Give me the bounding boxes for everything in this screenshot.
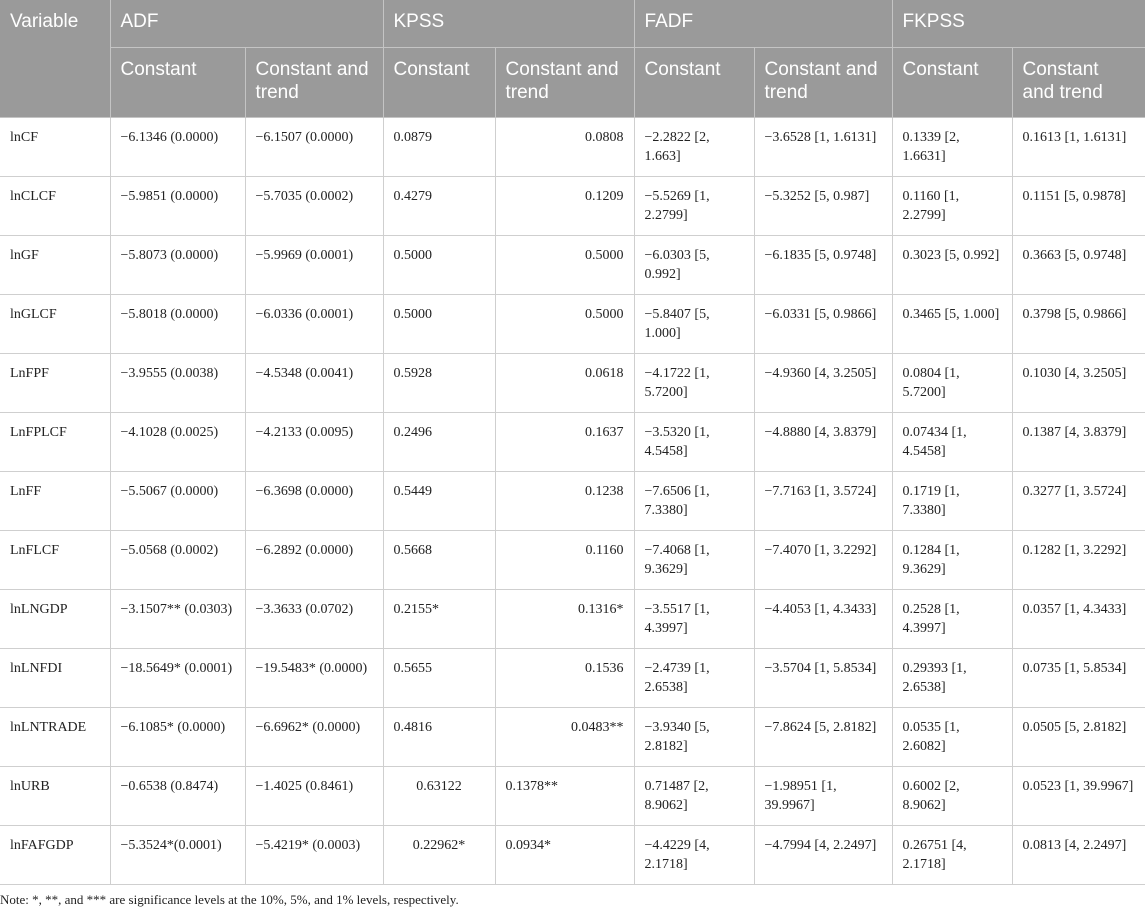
- fadf-constant-cell: −6.0303 [5, 0.992]: [634, 236, 754, 295]
- fadf-constant-trend-cell: −7.7163 [1, 3.5724]: [754, 472, 892, 531]
- fkpss-constant-trend-cell: 0.1613 [1, 1.6131]: [1012, 118, 1145, 177]
- variable-cell: lnGLCF: [0, 295, 110, 354]
- adf-constant-cell: −5.0568 (0.0002): [110, 531, 245, 590]
- fkpss-constant-trend-cell: 0.1387 [4, 3.8379]: [1012, 413, 1145, 472]
- fadf-constant-cell: −3.9340 [5, 2.8182]: [634, 708, 754, 767]
- fadf-constant-trend-cell: −1.98951 [1, 39.9967]: [754, 767, 892, 826]
- kpss-header: KPSS: [383, 0, 634, 48]
- kpss-constant-trend-cell: 0.5000: [495, 295, 634, 354]
- fkpss-constant-trend-cell: 0.0813 [4, 2.2497]: [1012, 826, 1145, 885]
- adf-constant-trend-cell: −19.5483* (0.0000): [245, 649, 383, 708]
- fkpss-constant-trend-cell: 0.3663 [5, 0.9748]: [1012, 236, 1145, 295]
- fadf-constant-cell: −2.2822 [2, 1.663]: [634, 118, 754, 177]
- fadf-constant-cell: −4.1722 [1, 5.7200]: [634, 354, 754, 413]
- adf-constant-cell: −3.1507** (0.0303): [110, 590, 245, 649]
- kpss-constant-trend-cell: 0.5000: [495, 236, 634, 295]
- kpss-constant-trend-cell: 0.1637: [495, 413, 634, 472]
- table-row: [0, 118, 1145, 177]
- adf-constant-header: Constant: [110, 48, 245, 118]
- table-row: [0, 472, 1145, 531]
- table-note: Note: *, **, and *** are significance levels at the 10%, 5%, and 1% levels, respectively.: [0, 892, 459, 907]
- adf-constant-cell: −5.3524*(0.0001): [110, 826, 245, 885]
- variable-cell: lnGF: [0, 236, 110, 295]
- table-row: [0, 649, 1145, 708]
- table-row: [0, 236, 1145, 295]
- adf-constant-trend-cell: −5.7035 (0.0002): [245, 177, 383, 236]
- variable-cell: LnFPLCF: [0, 413, 110, 472]
- fkpss-constant-cell: 0.3023 [5, 0.992]: [892, 236, 1012, 295]
- kpss-constant-trend-cell: 0.0483**: [495, 708, 634, 767]
- fkpss-constant-cell: 0.3465 [5, 1.000]: [892, 295, 1012, 354]
- kpss-constant-trend-cell: 0.1536: [495, 649, 634, 708]
- adf-constant-trend-cell: −4.2133 (0.0095): [245, 413, 383, 472]
- adf-constant-trend-cell: −6.2892 (0.0000): [245, 531, 383, 590]
- fkpss-constant-trend-cell: 0.3798 [5, 0.9866]: [1012, 295, 1145, 354]
- adf-constant-trend-cell: −6.0336 (0.0001): [245, 295, 383, 354]
- adf-constant-trend-cell: −1.4025 (0.8461): [245, 767, 383, 826]
- table-row: [0, 413, 1145, 472]
- fkpss-constant-cell: 0.2528 [1, 4.3997]: [892, 590, 1012, 649]
- table-row: [0, 295, 1145, 354]
- fadf-constant-cell: −3.5320 [1, 4.5458]: [634, 413, 754, 472]
- adf-constant-trend-cell: −5.4219* (0.0003): [245, 826, 383, 885]
- kpss-constant-trend-header: Constant and trend: [495, 48, 634, 118]
- kpss-constant-trend-cell: 0.0618: [495, 354, 634, 413]
- table-row: [0, 590, 1145, 649]
- adf-header: ADF: [110, 0, 383, 48]
- variable-cell: lnURB: [0, 767, 110, 826]
- adf-constant-cell: −5.8073 (0.0000): [110, 236, 245, 295]
- kpss-constant-cell: 0.5000: [383, 295, 495, 354]
- fkpss-constant-trend-cell: 0.0523 [1, 39.9967]: [1012, 767, 1145, 826]
- adf-constant-cell: −4.1028 (0.0025): [110, 413, 245, 472]
- kpss-constant-cell: 0.5449: [383, 472, 495, 531]
- fadf-constant-cell: −2.4739 [1, 2.6538]: [634, 649, 754, 708]
- fadf-constant-cell: −7.4068 [1, 9.3629]: [634, 531, 754, 590]
- kpss-constant-trend-cell: 0.0934*: [495, 826, 634, 885]
- fkpss-constant-trend-cell: 0.0505 [5, 2.8182]: [1012, 708, 1145, 767]
- kpss-constant-trend-cell: 0.1160: [495, 531, 634, 590]
- variable-cell: lnCF: [0, 118, 110, 177]
- fkpss-constant-trend-cell: 0.3277 [1, 3.5724]: [1012, 472, 1145, 531]
- adf-constant-cell: −0.6538 (0.8474): [110, 767, 245, 826]
- kpss-constant-trend-cell: 0.0808: [495, 118, 634, 177]
- variable-cell: lnLNGDP: [0, 590, 110, 649]
- table-row: [0, 177, 1145, 236]
- fkpss-constant-cell: 0.0535 [1, 2.6082]: [892, 708, 1012, 767]
- table-row: [0, 531, 1145, 590]
- adf-constant-trend-cell: −3.3633 (0.0702): [245, 590, 383, 649]
- fkpss-constant-cell: 0.07434 [1, 4.5458]: [892, 413, 1012, 472]
- kpss-constant-cell: 0.63122: [383, 767, 495, 826]
- kpss-constant-header: Constant: [383, 48, 495, 118]
- adf-constant-trend-cell: −6.1507 (0.0000): [245, 118, 383, 177]
- fadf-constant-trend-cell: −3.6528 [1, 1.6131]: [754, 118, 892, 177]
- kpss-constant-cell: 0.4279: [383, 177, 495, 236]
- fkpss-constant-trend-cell: 0.1151 [5, 0.9878]: [1012, 177, 1145, 236]
- table-row: [0, 708, 1145, 767]
- fkpss-constant-trend-cell: 0.1282 [1, 3.2292]: [1012, 531, 1145, 590]
- fkpss-constant-cell: 0.1339 [2, 1.6631]: [892, 118, 1012, 177]
- adf-constant-cell: −18.5649* (0.0001): [110, 649, 245, 708]
- fadf-constant-trend-cell: −4.7994 [4, 2.2497]: [754, 826, 892, 885]
- variable-cell: lnFAFGDP: [0, 826, 110, 885]
- kpss-constant-cell: 0.5668: [383, 531, 495, 590]
- variable-cell: LnFF: [0, 472, 110, 531]
- adf-constant-trend-cell: −5.9969 (0.0001): [245, 236, 383, 295]
- fkpss-constant-cell: 0.26751 [4, 2.1718]: [892, 826, 1012, 885]
- kpss-constant-cell: 0.5000: [383, 236, 495, 295]
- fadf-constant-trend-cell: −4.8880 [4, 3.8379]: [754, 413, 892, 472]
- fkpss-constant-cell: 0.0804 [1, 5.7200]: [892, 354, 1012, 413]
- kpss-constant-trend-cell: 0.1209: [495, 177, 634, 236]
- fadf-constant-trend-header: Constant and trend: [754, 48, 892, 118]
- variable-cell: lnLNFDI: [0, 649, 110, 708]
- fadf-constant-trend-cell: −3.5704 [1, 5.8534]: [754, 649, 892, 708]
- kpss-constant-cell: 0.0879: [383, 118, 495, 177]
- fadf-constant-cell: −7.6506 [1, 7.3380]: [634, 472, 754, 531]
- table-row: [0, 826, 1145, 885]
- fadf-constant-trend-cell: −5.3252 [5, 0.987]: [754, 177, 892, 236]
- fkpss-constant-trend-cell: 0.0735 [1, 5.8534]: [1012, 649, 1145, 708]
- kpss-constant-cell: 0.5655: [383, 649, 495, 708]
- fadf-header: FADF: [634, 0, 892, 48]
- fkpss-constant-cell: 0.1284 [1, 9.3629]: [892, 531, 1012, 590]
- fadf-constant-trend-cell: −4.4053 [1, 4.3433]: [754, 590, 892, 649]
- fkpss-constant-trend-cell: 0.0357 [1, 4.3433]: [1012, 590, 1145, 649]
- fadf-constant-cell: −4.4229 [4, 2.1718]: [634, 826, 754, 885]
- table-row: [0, 767, 1145, 826]
- fadf-constant-trend-cell: −4.9360 [4, 3.2505]: [754, 354, 892, 413]
- adf-constant-cell: −6.1346 (0.0000): [110, 118, 245, 177]
- adf-constant-cell: −5.9851 (0.0000): [110, 177, 245, 236]
- adf-constant-trend-cell: −6.3698 (0.0000): [245, 472, 383, 531]
- kpss-constant-cell: 0.2496: [383, 413, 495, 472]
- fkpss-constant-cell: 0.6002 [2, 8.9062]: [892, 767, 1012, 826]
- kpss-constant-cell: 0.4816: [383, 708, 495, 767]
- fadf-constant-cell: −3.5517 [1, 4.3997]: [634, 590, 754, 649]
- fkpss-constant-cell: 0.1160 [1, 2.2799]: [892, 177, 1012, 236]
- variable-cell: LnFPF: [0, 354, 110, 413]
- fadf-constant-trend-cell: −6.0331 [5, 0.9866]: [754, 295, 892, 354]
- variable-cell: lnLNTRADE: [0, 708, 110, 767]
- table-row: [0, 354, 1145, 413]
- variable-cell: lnCLCF: [0, 177, 110, 236]
- fadf-constant-cell: −5.8407 [5, 1.000]: [634, 295, 754, 354]
- fadf-constant-cell: 0.71487 [2, 8.9062]: [634, 767, 754, 826]
- fadf-constant-trend-cell: −7.4070 [1, 3.2292]: [754, 531, 892, 590]
- fadf-constant-trend-cell: −7.8624 [5, 2.8182]: [754, 708, 892, 767]
- kpss-constant-cell: 0.22962*: [383, 826, 495, 885]
- variable-header: Variable: [0, 0, 110, 118]
- kpss-constant-trend-cell: 0.1316*: [495, 590, 634, 649]
- kpss-constant-trend-cell: 0.1378**: [495, 767, 634, 826]
- fkpss-header: FKPSS: [892, 0, 1145, 48]
- fkpss-constant-header: Constant: [892, 48, 1012, 118]
- adf-constant-trend-cell: −6.6962* (0.0000): [245, 708, 383, 767]
- kpss-constant-cell: 0.2155*: [383, 590, 495, 649]
- adf-constant-cell: −3.9555 (0.0038): [110, 354, 245, 413]
- fkpss-constant-cell: 0.29393 [1, 2.6538]: [892, 649, 1012, 708]
- adf-constant-cell: −6.1085* (0.0000): [110, 708, 245, 767]
- kpss-constant-cell: 0.5928: [383, 354, 495, 413]
- fkpss-constant-cell: 0.1719 [1, 7.3380]: [892, 472, 1012, 531]
- fadf-constant-header: Constant: [634, 48, 754, 118]
- fkpss-constant-trend-cell: 0.1030 [4, 3.2505]: [1012, 354, 1145, 413]
- adf-constant-cell: −5.5067 (0.0000): [110, 472, 245, 531]
- variable-cell: LnFLCF: [0, 531, 110, 590]
- fadf-constant-trend-cell: −6.1835 [5, 0.9748]: [754, 236, 892, 295]
- fadf-constant-cell: −5.5269 [1, 2.2799]: [634, 177, 754, 236]
- fkpss-constant-trend-header: Constant and trend: [1012, 48, 1145, 118]
- adf-constant-trend-header: Constant and trend: [245, 48, 383, 118]
- adf-constant-cell: −5.8018 (0.0000): [110, 295, 245, 354]
- adf-constant-trend-cell: −4.5348 (0.0041): [245, 354, 383, 413]
- kpss-constant-trend-cell: 0.1238: [495, 472, 634, 531]
